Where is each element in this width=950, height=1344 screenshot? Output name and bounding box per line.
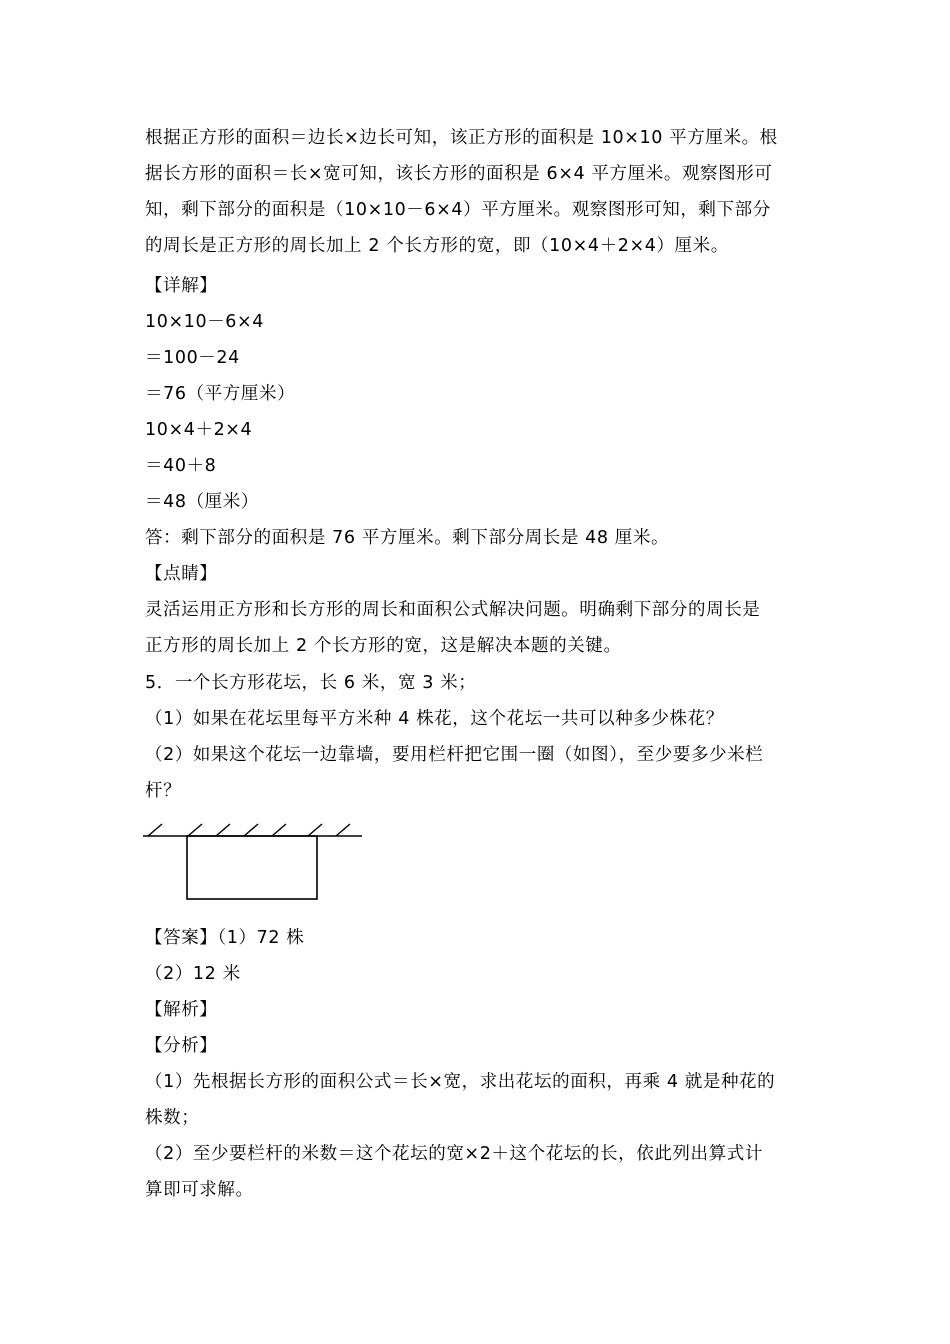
fenxi-line-4: 算即可求解。 bbox=[145, 1180, 254, 1200]
detail-line-3: ＝76（平方厘米） bbox=[145, 384, 296, 404]
question-5-part-2-line-1: （2）如果这个花坛一边靠墙，要用栏杆把它围一圈（如图），至少要多少米栏 bbox=[145, 745, 764, 765]
analysis-line-2: 据长方形的面积＝长×宽可知，该长方形的面积是 6×4 平方厘米。观察图形可 bbox=[145, 164, 773, 184]
question-5-part-2-line-2: 杆？ bbox=[145, 781, 182, 801]
fenxi-line-1: （1）先根据长方形的面积公式＝长×宽，求出花坛的面积，再乘 4 就是种花的 bbox=[145, 1072, 776, 1092]
analysis-line-4: 的周长是正方形的周长加上 2 个长方形的宽，即（10×4＋2×4）厘米。 bbox=[145, 236, 729, 256]
answer-part-2: （2）12 米 bbox=[145, 964, 241, 984]
jiexi-heading: 【解析】 bbox=[145, 1000, 218, 1020]
fenxi-line-3: （2）至少要栏杆的米数＝这个花坛的宽×2＋这个花坛的长，依此列出算式计 bbox=[145, 1144, 763, 1164]
fenxi-line-2: 株数； bbox=[145, 1108, 200, 1128]
answer-heading-line: 【答案】（1）72 株 bbox=[145, 928, 305, 948]
question-5-stem: 5．一个长方形花坛，长 6 米，宽 3 米； bbox=[145, 673, 477, 693]
flowerbed-rectangle bbox=[187, 836, 317, 899]
analysis-line-3: 知，剩下部分的面积是（10×10－6×4）平方厘米。观察图形可知，剩下部分 bbox=[145, 200, 771, 220]
detail-line-5: ＝40＋8 bbox=[145, 456, 217, 476]
analysis-line-1: 根据正方形的面积＝边长×边长可知，该正方形的面积是 10×10 平方厘米。根 bbox=[145, 128, 778, 148]
question-5-part-1: （1）如果在花坛里每平方米种 4 株花，这个花坛一共可以种多少株花？ bbox=[145, 709, 724, 729]
detail-line-6: ＝48（厘米） bbox=[145, 492, 259, 512]
detail-line-4: 10×4＋2×4 bbox=[145, 420, 253, 440]
detail-line-2: ＝100－24 bbox=[145, 348, 240, 368]
answer-statement: 答：剩下部分的面积是 76 平方厘米。剩下部分周长是 48 厘米。 bbox=[145, 528, 670, 548]
wall-flowerbed-figure bbox=[140, 818, 370, 908]
wall-hatch-marks bbox=[148, 824, 350, 836]
comment-heading: 【点睛】 bbox=[145, 564, 218, 584]
detail-line-1: 10×10－6×4 bbox=[145, 312, 265, 332]
detail-heading: 【详解】 bbox=[145, 276, 218, 296]
comment-line-2: 正方形的周长加上 2 个长方形的宽，这是解决本题的关键。 bbox=[145, 636, 622, 656]
comment-line-1: 灵活运用正方形和长方形的周长和面积公式解决问题。明确剩下部分的周长是 bbox=[145, 600, 761, 620]
fenxi-heading: 【分析】 bbox=[145, 1036, 218, 1056]
